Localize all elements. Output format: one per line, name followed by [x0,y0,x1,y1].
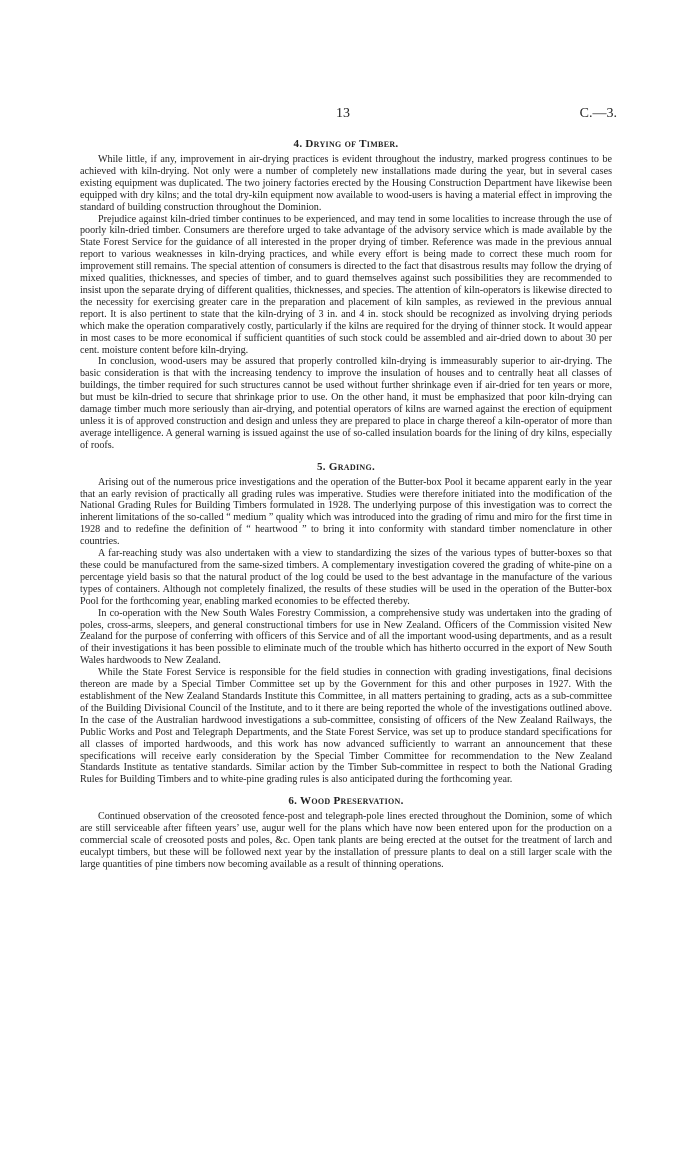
paragraph: In co-operation with the New South Wales Forestry Commission, a comprehensive study was undertaken into the grading of poles, cross-arms, sleepers, and general constructional timbers for use in New Zealand. Officers of the Commission visited New Zealand for the purpose of conferring with officers of this Service and of all the important wood-using departments, and as a result of their investigations it has been possible to eliminate much of the trouble which has hitherto occurred in the export of New South Wales hardwoods to New Zealand. [80,607,612,667]
section-spacer [80,452,612,460]
section-heading: 5. Grading. [316,460,376,473]
section-heading: 4. Drying of Timber. [293,138,399,150]
section-heading: 6. Wood Preservation. [288,795,404,808]
section-drying-of-timber [80,137,612,452]
paragraph: While the State Forest Service is responsible for the field studies in connection with grading investigations, final decisions thereon are made by a Special Timber Committee set up by the Government for this and other purposes in 1927. With the establishment of the New Zealand Standards Institute this Committee, in all matters pertaining to grading, acts as a sub-committee of the Building Divisional Council of the Institute, and to it there are being reported the whole of the investigations outlined above. In the case of the Australian hardwood investigations a sub-committee, consisting of officers of the New Zealand Railways, the Public Works and Post and Telegraph Departments, and the State Forest Service, was set up to produce standard specifications for all classes of imported hardwoods, and this work has now advanced sufficiently to warrant an announcement that these specifications will receive early consideration by the Special Timber Committee for recommendation to the New Zealand Standards Institute as tentative standards. Similar action by the Timber Sub-committee in respect to both the National Grading Rules for Building Timbers and to white-pine grading rules is also anticipated during the forthcoming year. [80,667,612,786]
section-grading [80,460,612,787]
paragraph: Continued observation of the creosoted fence-post and telegraph-pole lines erected throughout the Dominion, some of which are still serviceable after fifteen years’ use, augur well for the plans which have now been entered upon for the production on a commercial scale of creosoted posts and poles, &c. Open tank plants are being erected at the outset for the treatment of larch and eucalypt timbers, but these will be followed next year by the installation of pressure plants to deal on a still larger scale with the large quantities of pine timbers now becoming available as a result of thinning operations. [80,811,612,870]
section-spacer [80,786,612,794]
paragraph: A far-reaching study was also undertaken with a view to standardizing the sizes of the various types of butter-boxes so that these could be manufactured from the same-sized timbers. A complementary investigation covered the grading of white-pine on a percentage yield basis so that the natural product of the log could be used to the best advantage in the manufacture of the various types of containers. Although not completely finalized, the results of these studies will be used in the operation of the Butter-box Pool for the forthcoming year, enabling marked economies to be effected thereby. [80,548,612,607]
page-header [0,106,700,126]
paragraph: In conclusion, wood-users may be assured that properly controlled kiln-drying is immeasurably superior to air-drying. The basic consideration is that with the increasing tendency to improve the insulation of houses and to centrally heat all classes of buildings, the timber required for such structures cannot be used without further shrinkage even if air-dried for ten years or more, but must be kiln-dried to secure that shrinkage prior to use. On the other hand, it must be emphasized that poor kiln-drying can damage timber much more seriously than air-drying, and potential operators of kilns are warned against the erection of equipment unless it is of approved construction and design and unless they are prepared to place in charge thereof a kiln-operator of more than average intelligence. A general warning is issued against the use of so-called insulation boards for the lining of dry kilns, especially of roofs. [80,356,612,451]
paragraph: Arising out of the numerous price investigations and the operation of the Butter-box Pool it became apparent early in the year that an early revision of practically all grading rules was imperative. Studies were therefore initiated into the modification of the National Grading Rules for Building Timbers formulated in 1928. The underlying purpose of this investigation was to correct the inherent limitations of the so-called “ medium ” quality which was introduced into the grading of rimu and miro for the first time in 1928 and to redefine the definition of “ heartwood ” to bring it into conformity with standard timber nomenclature in other countries. [80,476,612,548]
section-wood-preservation [80,794,612,871]
paragraph: Prejudice against kiln-dried timber continues to be experienced, and may tend in some localities to increase through the use of poorly kiln-dried timber. Consumers are therefore urged to take advantage of the advisory service which is made available by the State Forest Service for the guidance of all interested in the proper drying of timber. Reference was made in the previous annual report to various weaknesses in kiln-drying practices, and while every effort is being made to correct these much room for improvement still remains. The special attention of consumers is directed to the fact that disastrous results may follow the drying of mixed qualities, thicknesses, and species of timber, and to guard themselves against such possibilities they are recommended to insist upon the separate drying of different qualities, thicknesses, and species. The attention of kiln-operators is likewise directed to the necessity for exercising greater care in the preparation and placement of kiln samples, as reviewed in the previous annual report. It is also pertinent to state that the kiln-drying of 3 in. and 4 in. stock should be recognized as involving drying periods which make the operation comparatively costly, particularly if the kilns are required for the drying of thinner stock. It would appear in most cases to be more economical if sufficient quantities of such stock could be assembled and air-dried down to about 30 per cent. moisture content before kiln-drying. [80,213,612,356]
paragraph: While little, if any, improvement in air-drying practices is evident throughout the industry, marked progress continues to be achieved with kiln-drying. Not only were a number of completely new installations made during the year, but in several cases existing equipment was duplicated. The two joinery factories erected by the Housing Construction Department have likewise been equipped with dry kilns; and the total dry-kiln equipment now available to wood-users is having a material effect in improving the standard of building construction throughout the Dominion. [80,154,612,213]
document-reference: C.—3. [579,106,617,121]
page-number: 13 [336,106,350,121]
page-body [80,137,612,871]
